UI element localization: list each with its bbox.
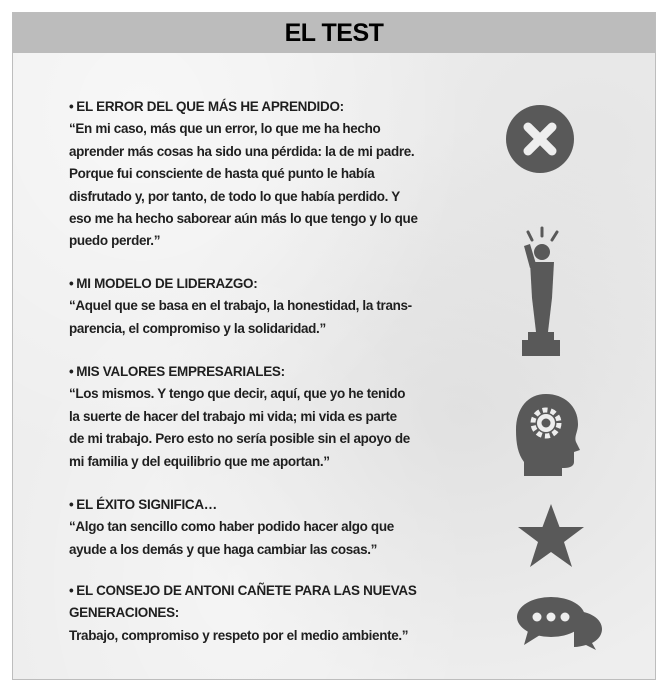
section-success <box>69 494 477 561</box>
close-circle-icon <box>505 104 575 174</box>
section-title: • EL ÉXITO SIGNIFICA… <box>69 497 217 513</box>
section-text: “Aquel que se basa en el trabajo, la honestidad, la trans- parencia, el compromiso y la solidaridad.” <box>69 298 412 337</box>
star-icon <box>516 502 586 570</box>
section-text: Trabajo, compromiso y respeto por el medio ambiente.” <box>69 627 409 644</box>
section-title: • EL CONSEJO DE ANTONI CAÑETE PARA LAS NUEVAS <box>69 583 417 599</box>
chat-bubbles-icon <box>516 595 604 651</box>
head-gear-icon <box>516 392 582 478</box>
section-title: • MIS VALORES EMPRESARIALES: <box>69 364 285 380</box>
section-text: “En mi caso, más que un error, lo que me ha hecho aprender más cosas ha sido una pérdida: la de mi padre. Porque fui consciente de hasta qué punto le había disfrutado y, por tanto, de todo lo que había perdido. Y eso me ha hecho saborear aún más lo que tengo y lo que puedo perder.” <box>69 121 418 250</box>
header-bar <box>13 13 655 53</box>
section-error <box>69 96 477 253</box>
leader-statue-icon <box>512 226 568 360</box>
section-values <box>69 361 477 473</box>
section-leadership <box>69 273 477 340</box>
section-title: • MI MODELO DE LIDERAZGO: <box>69 276 258 292</box>
section-title: • EL ERROR DEL QUE MÁS HE APRENDIDO: <box>69 99 344 115</box>
section-text: “Los mismos. Y tengo que decir, aquí, que yo he tenido la suerte de hacer del trabajo mi vida; mi vida es parte de mi trabajo. Pero esto no sería posible sin el apoyo de mi familia y del equilibrio que me aportan.” <box>69 386 410 470</box>
section-advice <box>69 580 477 647</box>
section-text: “Algo tan sencillo como haber podido hacer algo que ayude a los demás y que haga cambiar las cosas.” <box>69 519 394 558</box>
section-title-continued: GENERACIONES: <box>69 605 179 622</box>
page-title: EL TEST <box>284 18 384 47</box>
